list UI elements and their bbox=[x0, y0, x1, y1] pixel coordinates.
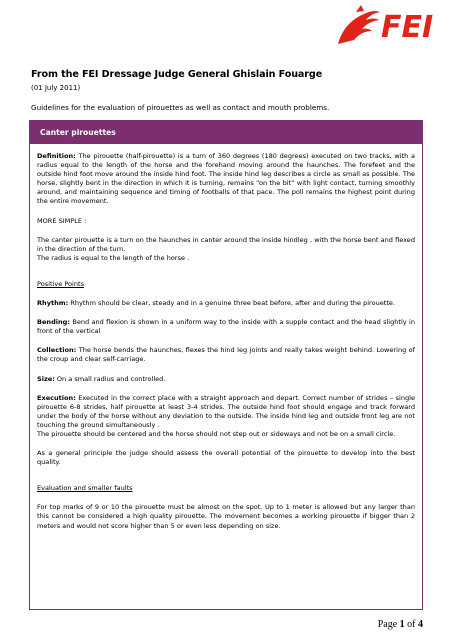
execution-text: Executed in the correct place with a straight approach and depart. Correct number of strides – single pirouette 6-8 strides, half pirouette at least 3-4 strides. The outside hind foot should engage and track forward under the body of the horse without any deviation to the outside. The inside hind leg and outside front leg are not touching the ground simultaneously . bbox=[37, 393, 415, 429]
page-of-label: of bbox=[404, 619, 418, 630]
page-label: Page bbox=[377, 619, 400, 630]
evaluation-heading: Evaluation and smaller faults bbox=[37, 484, 133, 493]
more-simple-label: MORE SIMPLE : bbox=[37, 216, 87, 225]
rhythm-label: Rhythm: bbox=[37, 299, 69, 308]
definition-text: The pirouette (half-pirouette) is a turn of 360 degrees (180 degrees) executed on two tracks, with a radius equal to the length of the horse and the forehand moving around the haunches. The forefeet and the outside hind foot move around the inside hind foot. The inside hind leg describes a circle as small as possible. The horse, slightly bent in the direction in which it is turning, remains “on the bit” with light contact, turning smoothly around, and maintaining sequence and timing of footballs of that pace. The poll remains the highest point during the entire movement. bbox=[37, 152, 415, 206]
definition-label: Definition: bbox=[37, 152, 76, 160]
execution-label: Execution: bbox=[37, 393, 76, 402]
positive-points-heading: Positive Points bbox=[37, 279, 84, 288]
section-content bbox=[37, 152, 415, 531]
document-date: (01 July 2011) bbox=[31, 84, 81, 92]
size-paragraph bbox=[37, 375, 415, 384]
bending-paragraph bbox=[37, 318, 415, 336]
simple-text-2: The radius is equal to the length of the horse . bbox=[37, 253, 190, 262]
evaluation-text: For top marks of 9 or 10 the pirouette must be almost on the spot. Up to 1 meter is allowed but any larger than this cannot be considered a high quality pirouette. The movement becomes a working pirouette if bigger than 2 meters and would not score higher than 5 or even less depending on size. bbox=[37, 503, 415, 530]
rhythm-paragraph bbox=[37, 299, 415, 308]
page-current: 1 bbox=[399, 619, 405, 630]
fei-logo-text: FEI bbox=[381, 10, 434, 45]
document-title: From the FEI Dressage Judge General Ghislain Fouarge bbox=[31, 69, 323, 80]
section-heading: Canter pirouettes bbox=[30, 121, 422, 144]
execution-paragraph bbox=[37, 394, 415, 430]
collection-label: Collection: bbox=[37, 346, 77, 355]
bending-label: Bending: bbox=[37, 318, 70, 327]
bending-text: Bend and flexion is shown in a uniform way to the inside with a supple contact and the head slightly in front of the vertical bbox=[37, 318, 415, 336]
execution-text-2: The pirouette should be centered and the horse should not step out or sideways and not be on a small circle. bbox=[37, 429, 396, 438]
collection-text: The horse bends the haunches, flexes the hind leg joints and really takes weight behind. Lowering of the croup and clear self-carriage. bbox=[37, 346, 415, 364]
size-text: On a small radius and controlled. bbox=[54, 374, 166, 383]
page-total: 4 bbox=[418, 619, 423, 630]
general-principle: As a general principle the judge should assess the overall potential of the pirouette to develop into the best quality. bbox=[37, 449, 415, 467]
page-number bbox=[378, 619, 423, 630]
collection-paragraph bbox=[37, 346, 415, 364]
rhythm-text: Rhythm should be clear, steady and in a genuine three beat before, after and during the pirouette. bbox=[68, 299, 396, 308]
size-label: Size: bbox=[37, 374, 55, 383]
document-intro: Guidelines for the evaluation of pirouettes as well as contact and mouth problems. bbox=[31, 103, 330, 112]
simple-text-1: The canter pirouette is a turn on the haunches in canter around the inside hindleg , with the horse bent and flexed in the direction of the turn. bbox=[37, 235, 415, 253]
horse-head-icon bbox=[338, 5, 380, 44]
fei-logo bbox=[336, 4, 434, 46]
definition-paragraph bbox=[37, 152, 415, 207]
